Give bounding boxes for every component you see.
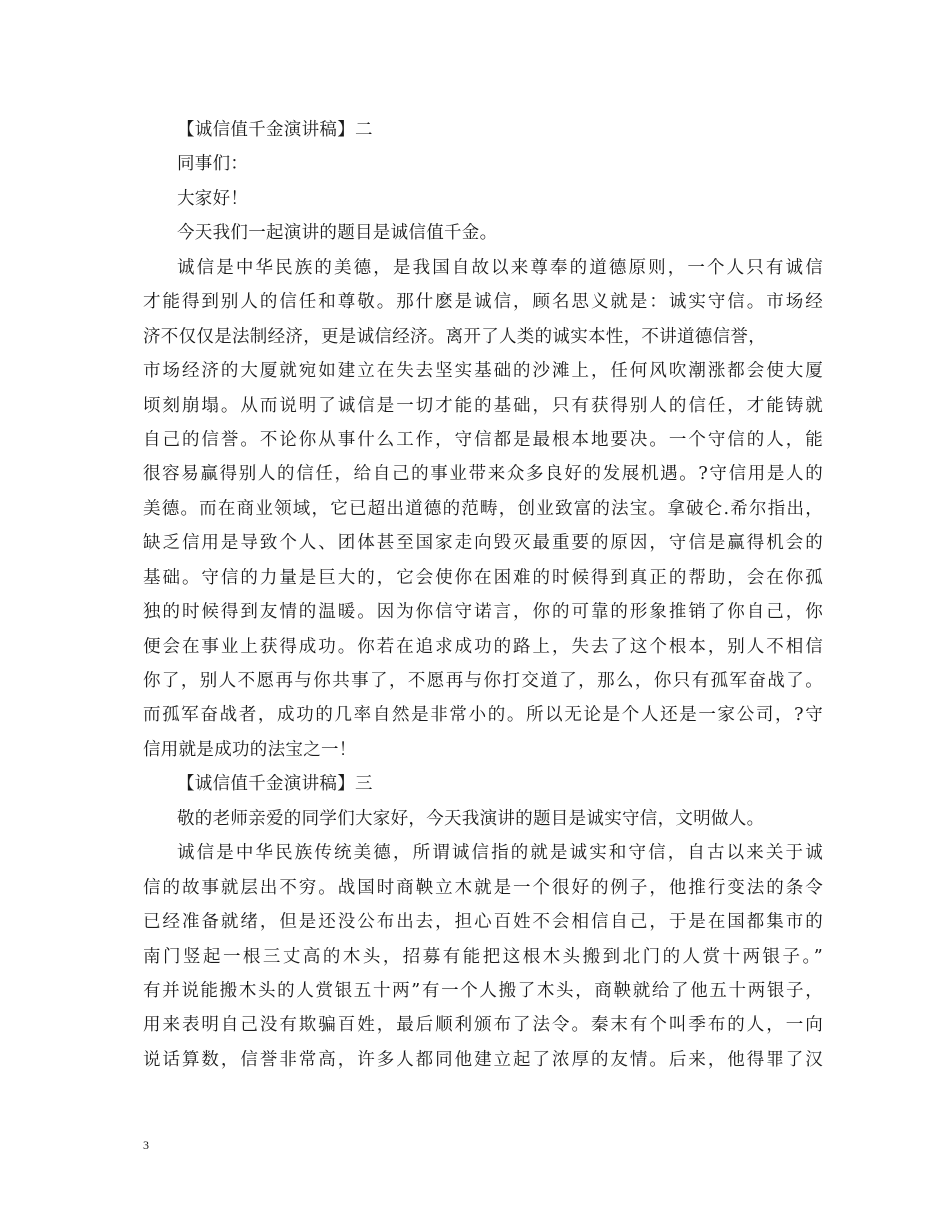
section-heading: 【诚信值千金演讲稿】三 xyxy=(177,774,373,795)
text-line: 才能得到别人的信任和尊敬。那什麽是诚信，顾名思义就是：诚实守信。市场经 xyxy=(143,292,823,313)
text-line: 顷刻崩塌。从而说明了诚信是一切才能的基础，只有获得别人的信任，才能铸就 xyxy=(143,395,823,416)
text-line: 市场经济的大厦就宛如建立在失去坚实基础的沙滩上，任何风吹潮涨都会使大厦 xyxy=(143,361,823,382)
text-line: 已经准备就绪，但是还没公布出去，担心百姓不会相信自己，于是在国都集市的 xyxy=(143,912,823,933)
document-body xyxy=(143,113,823,1077)
text-line: 诚信是中华民族传统美德，所谓诚信指的就是诚实和守信，自古以来关于诚 xyxy=(177,843,823,864)
section-heading: 【诚信值千金演讲稿】二 xyxy=(177,120,373,140)
text-line: 缺乏信用是导致个人、团体甚至国家走向毁灭最重要的原因，守信是赢得机会的 xyxy=(143,533,823,554)
page-number: 3 xyxy=(143,1138,149,1152)
text-line: 济不仅仅是法制经济，更是诚信经济。离开了人类的诚实本性，不讲道德信誉， xyxy=(143,326,766,347)
text-line: 而孤军奋战者，成功的几率自然是非常小的。所以无论是个人还是一家公司，?守 xyxy=(143,705,823,726)
text-line: 你了，别人不愿再与你共事了，不愿再与你打交道了，那么，你只有孤军奋战了。 xyxy=(143,671,823,691)
text-line: 敬的老师亲爱的同学们大家好，今天我演讲的题目是诚实守信，文明做人。 xyxy=(177,808,765,829)
text-line: 信的故事就层出不穷。战国时商鞅立木就是一个很好的例子，他推行变法的条令 xyxy=(143,877,823,898)
text-line: 用来表明自己没有欺骗百姓，最后顺利颁布了法令。秦末有个叫季布的人，一向 xyxy=(143,1015,823,1036)
text-line: 美德。而在商业领域，它已超出道德的范畴，创业致富的法宝。拿破仑.希尔指出， xyxy=(143,498,823,519)
text-line: 今天我们一起演讲的题目是诚信值千金。 xyxy=(177,223,498,244)
text-line: 很容易赢得别人的信任，给自己的事业带来众多良好的发展机遇。?守信用是人的 xyxy=(143,464,823,485)
text-line: 同事们： xyxy=(177,154,249,175)
text-line: 大家好！ xyxy=(177,188,249,209)
text-line: 有并说能搬木头的人赏银五十两”有一个人搬了木头，商鞅就给了他五十两银子， xyxy=(143,980,823,1001)
text-line: 独的时候得到友情的温暖。因为你信守诺言，你的可靠的形象推销了你自己，你 xyxy=(143,602,823,623)
text-line: 说话算数，信誉非常高，许多人都同他建立起了浓厚的友情。后来，他得罪了汉 xyxy=(143,1049,823,1070)
text-line: 便会在事业上获得成功。你若在追求成功的路上，失去了这个根本，别人不相信 xyxy=(143,636,823,657)
text-line: 南门竖起一根三丈高的木头，招募有能把这根木头搬到北门的人赏十两银子。” xyxy=(143,946,823,967)
text-line: 诚信是中华民族的美德，是我国自故以来尊奉的道德原则，一个人只有诚信 xyxy=(177,257,823,278)
text-line: 基础。守信的力量是巨大的，它会使你在困难的时候得到真正的帮助，会在你孤 xyxy=(143,567,823,588)
text-line: 自己的信誉。不论你从事什么工作，守信都是最根本地要决。一个守信的人，能 xyxy=(143,429,823,450)
text-line: 信用就是成功的法宝之一！ xyxy=(143,739,357,760)
